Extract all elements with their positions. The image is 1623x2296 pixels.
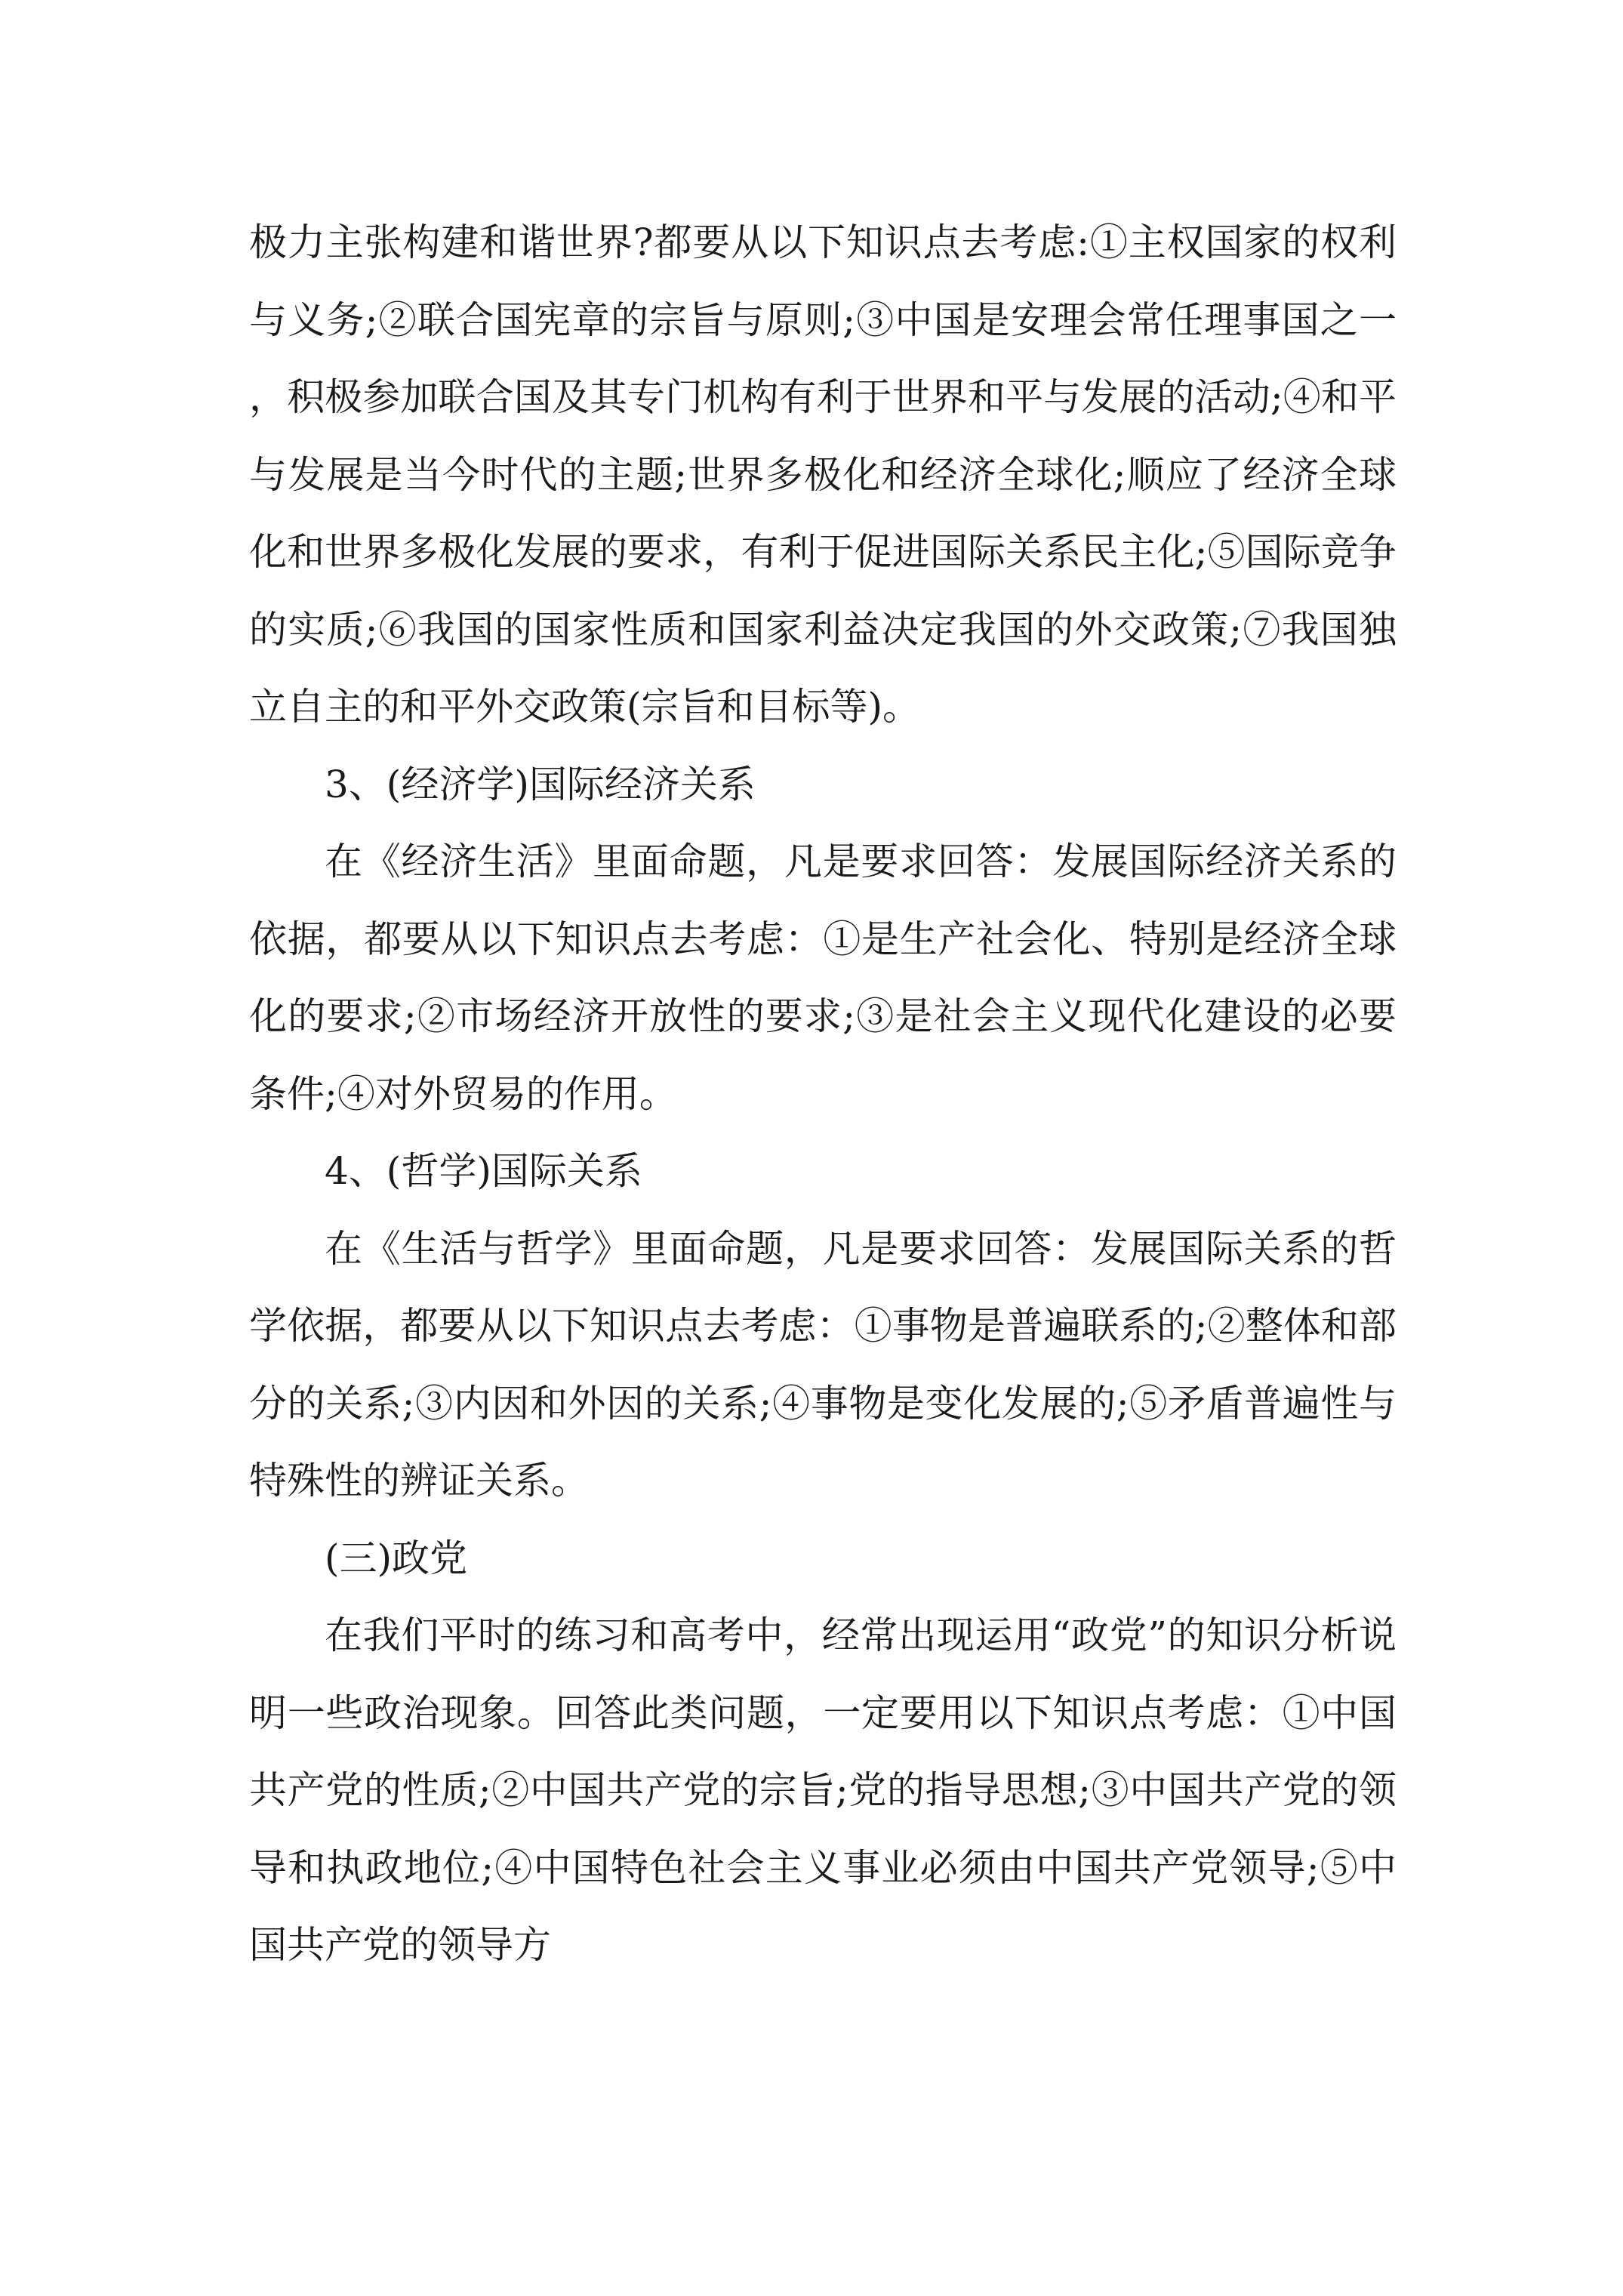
- section-heading-philosophy-international-relations: 4、(哲学)国际关系: [325, 1149, 642, 1193]
- paragraph-sovereignty-considerations: 极力主张构建和谐世界?都要从以下知识点去考虑:①主权国家的权利与义务;②联合国宪章的宗旨与原则;③中国是安理会常任理事国之一，积极参加联合国及其专门机构有利于世界和平与发展的活动;④和平与发展是当今时代的主题;世界多极化和经济全球化;顺应了经济全球化和世界多极化发展的要求，有利于促进国际关系民主化;⑤国际竞争的实质;⑥我国的国家性质和国家利益决定我国的外交政策;⑦我国独立自主的和平外交政策(宗旨和目标等)。: [249, 220, 1397, 729]
- paragraph-political-party: 在我们平时的练习和高考中，经常出现运用“政党”的知识分析说明一些政治现象。回答此类问题，一定要用以下知识点考虑：①中国共产党的性质;②中国共产党的宗旨;党的指导思想;③中国共产党的领导和执政地位;④中国特色社会主义事业必须由中国共产党领导;⑤中国共产党的领导方: [249, 1613, 1397, 1967]
- section-heading-political-party: (三)政党: [325, 1536, 468, 1580]
- document-page: [249, 204, 1397, 1984]
- paragraph-economic-life: 在《经济生活》里面命题，凡是要求回答：发展国际经济关系的依据，都要从以下知识点去考虑：①是生产社会化、特别是经济全球化的要求;②市场经济开放性的要求;③是社会主义现代化建设的必要条件;④对外贸易的作用。: [249, 840, 1397, 1116]
- paragraph-life-and-philosophy: 在《生活与哲学》里面命题，凡是要求回答：发展国际关系的哲学依据，都要从以下知识点去考虑：①事物是普遍联系的;②整体和部分的关系;③内因和外因的关系;④事物是变化发展的;⑤矛盾普遍性与特殊性的辨证关系。: [249, 1226, 1397, 1502]
- section-heading-international-economic-relations: 3、(经济学)国际经济关系: [325, 762, 756, 806]
